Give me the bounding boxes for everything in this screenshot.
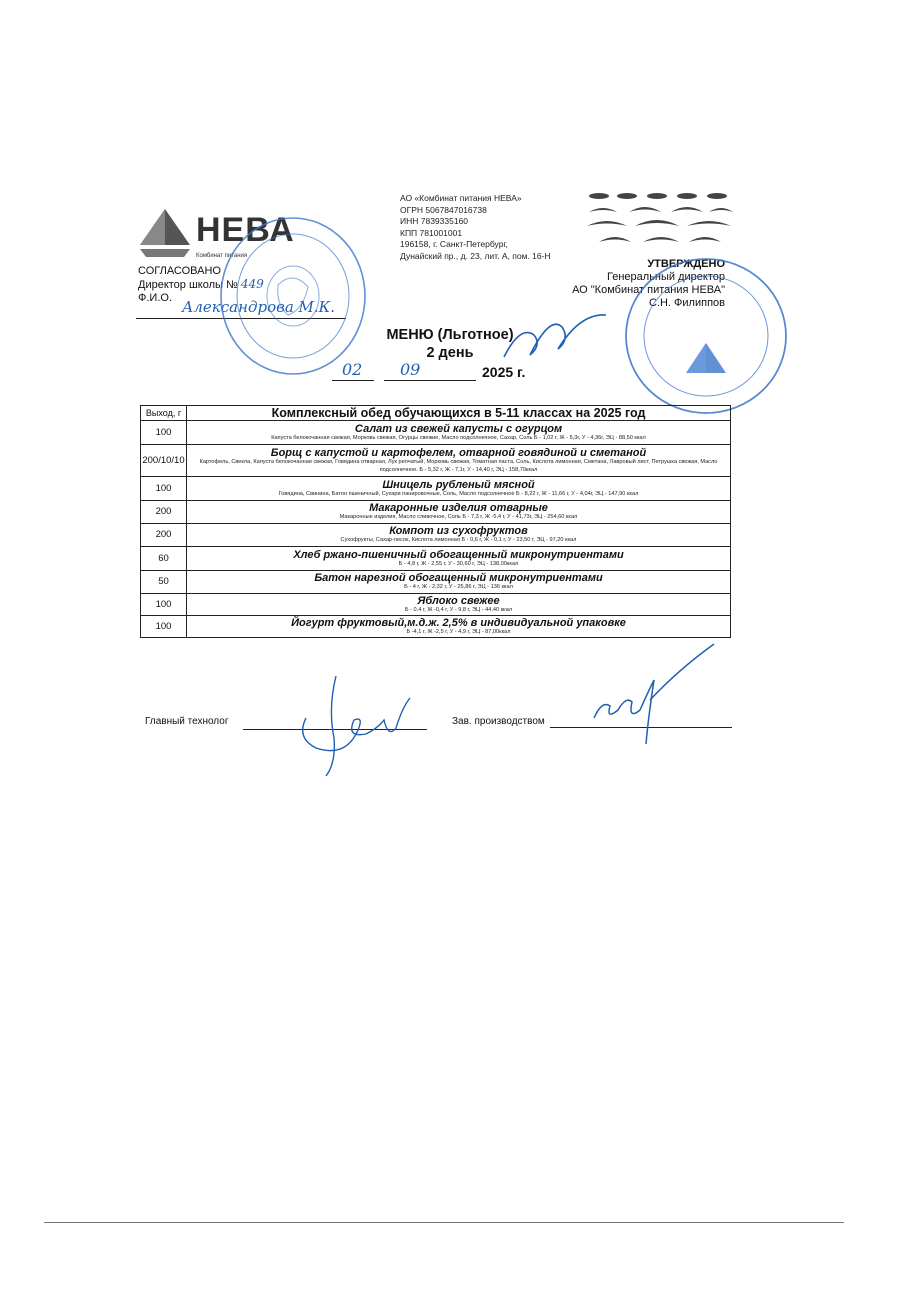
company-line: КПП 781001001: [400, 227, 463, 238]
dish-name: Борщ с капустой и картофелем, отварной говядиной и сметаной: [270, 447, 647, 459]
menu-title: [300, 326, 600, 362]
table-row: [141, 421, 731, 445]
table-row: [141, 571, 731, 594]
dish-ingredients: Макаронные изделия, Масло сливочное, Соль Б - 7,3 г, Ж -5,4 г, У - 41,73г, ЭЦ - 254,60 ккал: [339, 514, 578, 521]
table-header-row: [141, 406, 731, 421]
table-row: [141, 445, 731, 477]
company-line: ИНН 7839335160: [400, 216, 469, 227]
table-row: [141, 594, 731, 616]
company-line: 196158, г. Санкт-Петербург,: [400, 239, 508, 250]
dish-ingredients: Говядина, Свинина, Батон пшеничный, Сухари панировочные, Соль, Масло подсолнечное Б - 8,22 г, Ж - 11,66 г, У - 4,04г, ЭЦ - 147,90 ккал: [278, 490, 639, 497]
dish-cell: [187, 594, 731, 616]
table-row: [141, 477, 731, 501]
dish-cell: [187, 547, 731, 571]
date-month-line: [384, 380, 476, 381]
date-year: 2025 г.: [482, 364, 526, 380]
production-head-label: Зав. производством: [452, 716, 545, 727]
menu-day: 2 день: [426, 345, 474, 361]
approved-company: АО "Комбинат питания НЕВА": [572, 284, 725, 296]
dish-name: Шницель рубленый мясной: [382, 478, 535, 491]
table-row: [141, 547, 731, 571]
date-day-line: [332, 380, 374, 381]
company-line: Дунайский пр., д. 23, лит. А, пом. 16-Н: [400, 250, 551, 261]
dish-name: Хлеб ржано-пшеничный обогащенный микронутриентами: [293, 548, 624, 561]
menu-date: [332, 360, 552, 384]
table-row: [141, 524, 731, 547]
approved-name: С.Н. Филиппов: [648, 297, 725, 309]
dish-weight: 50: [141, 571, 187, 594]
logo-pyramid-icon: [136, 205, 194, 263]
col-output: Выход, г: [141, 406, 187, 421]
dish-weight: 100: [141, 616, 187, 638]
dish-ingredients: Б -4,1 г, Ж -2,5 г, У - 4,9 г, ЭЦ - 87,00ккал: [406, 628, 511, 635]
dish-weight: 100: [141, 477, 187, 501]
fio-label: Ф.И.О.: [138, 292, 172, 304]
dish-ingredients: Б - 0,4 г, Ж -0,4 г, У - 9,8 г, ЭЦ - 44,40 ккал: [404, 606, 513, 613]
approved-position: Генеральный директор: [607, 271, 725, 283]
dish-ingredients: Б - 4,8 г, Ж - 2,55 г, У - 30,60 г, ЭЦ - 138,00ккал: [398, 560, 519, 567]
dish-weight: 200: [141, 524, 187, 547]
company-line: АО «Комбинат питания НЕВА»: [400, 193, 522, 203]
date-day: 02: [342, 360, 363, 379]
director-label: Директор школы № 449: [138, 277, 264, 291]
dish-name: Макаронные изделия отварные: [369, 502, 548, 515]
dish-cell: [187, 477, 731, 501]
dish-name: Батон нарезной обогащенный микронутриентами: [314, 572, 603, 585]
dish-name: Яблоко свежее: [417, 594, 500, 607]
dish-weight: 200: [141, 501, 187, 524]
dish-cell: [187, 501, 731, 524]
dish-weight: 200/10/10: [141, 445, 187, 477]
dish-name: Салат из свежей капусты с огурцом: [354, 422, 563, 435]
menu-type: МЕНЮ (Льготное): [386, 327, 514, 343]
logo-subtitle: Комбинат питания: [196, 253, 248, 259]
dish-weight: 60: [141, 547, 187, 571]
company-stamp-icon: [622, 255, 790, 417]
menu-table: [140, 405, 731, 638]
dish-cell: [187, 421, 731, 445]
fio-handwritten: Александрова М.К.: [182, 298, 336, 316]
school-number: 449: [240, 277, 264, 291]
dish-cell: [187, 524, 731, 547]
table-header: Комплексный обед обучающихся в 5-11 классах на 2025 год: [187, 406, 731, 421]
dish-ingredients: Капуста белокочанная свежая, Морковь свежая, Огурцы свежие, Масло подсолнечное, Сахар, Соль Б - 1,02 г, Ж - 5,3г, У - 4,36г, ЭЦ - 88,50 ккал: [271, 434, 646, 441]
production-head-signature-icon: [588, 640, 718, 746]
dish-cell: [187, 616, 731, 638]
dish-ingredients: Б - 4 г, Ж - 2,32 г, У - 25,86 г, ЭЦ - 136 ккал: [404, 584, 513, 591]
dish-weight: 100: [141, 421, 187, 445]
chief-technologist-signature-icon: [266, 668, 416, 780]
approved-title: УТВЕРЖДЕНО: [647, 258, 725, 270]
company-line: ОГРН 5067847016738: [400, 204, 487, 215]
dish-ingredients: Сухофрукты, Сахар-песок, Кислота лимонная Б - 0,6 г, Ж - 0,1 г, У - 23,50 г, ЭЦ - 97,20 ккал: [340, 537, 577, 544]
logo-word: НЕВА: [196, 211, 295, 249]
dish-cell: [187, 571, 731, 594]
table-row: [141, 501, 731, 524]
dish-ingredients: Картофель, Свекла, Капуста белокочанная свежая, Говядина отварная, Лук репчатый, Морковь свежая, Томатная паста, Соль, Кислота лимонная, Сметана, Лавровый лист, Петрушка свежая, Масло подсолнечное. Б - 5,32 г, Ж - 7,1г, У - 14,40 г, ЭЦ - 158,70ккал: [199, 459, 718, 473]
wave-ornament-icon: [585, 190, 735, 252]
footer-line: [44, 1222, 844, 1223]
dish-name: Йогурт фруктовый,м.д.ж. 2,5% в индивидуальной упаковке: [291, 616, 626, 629]
dish-name: Компот из сухофруктов: [389, 525, 528, 538]
table-row: [141, 616, 731, 638]
chief-technologist-label: Главный технолог: [145, 716, 229, 727]
agreed-title: СОГЛАСОВАНО: [138, 265, 221, 277]
dish-cell: [187, 445, 731, 477]
company-details: [400, 193, 551, 263]
date-month: 09: [400, 360, 421, 379]
dish-weight: 100: [141, 594, 187, 616]
